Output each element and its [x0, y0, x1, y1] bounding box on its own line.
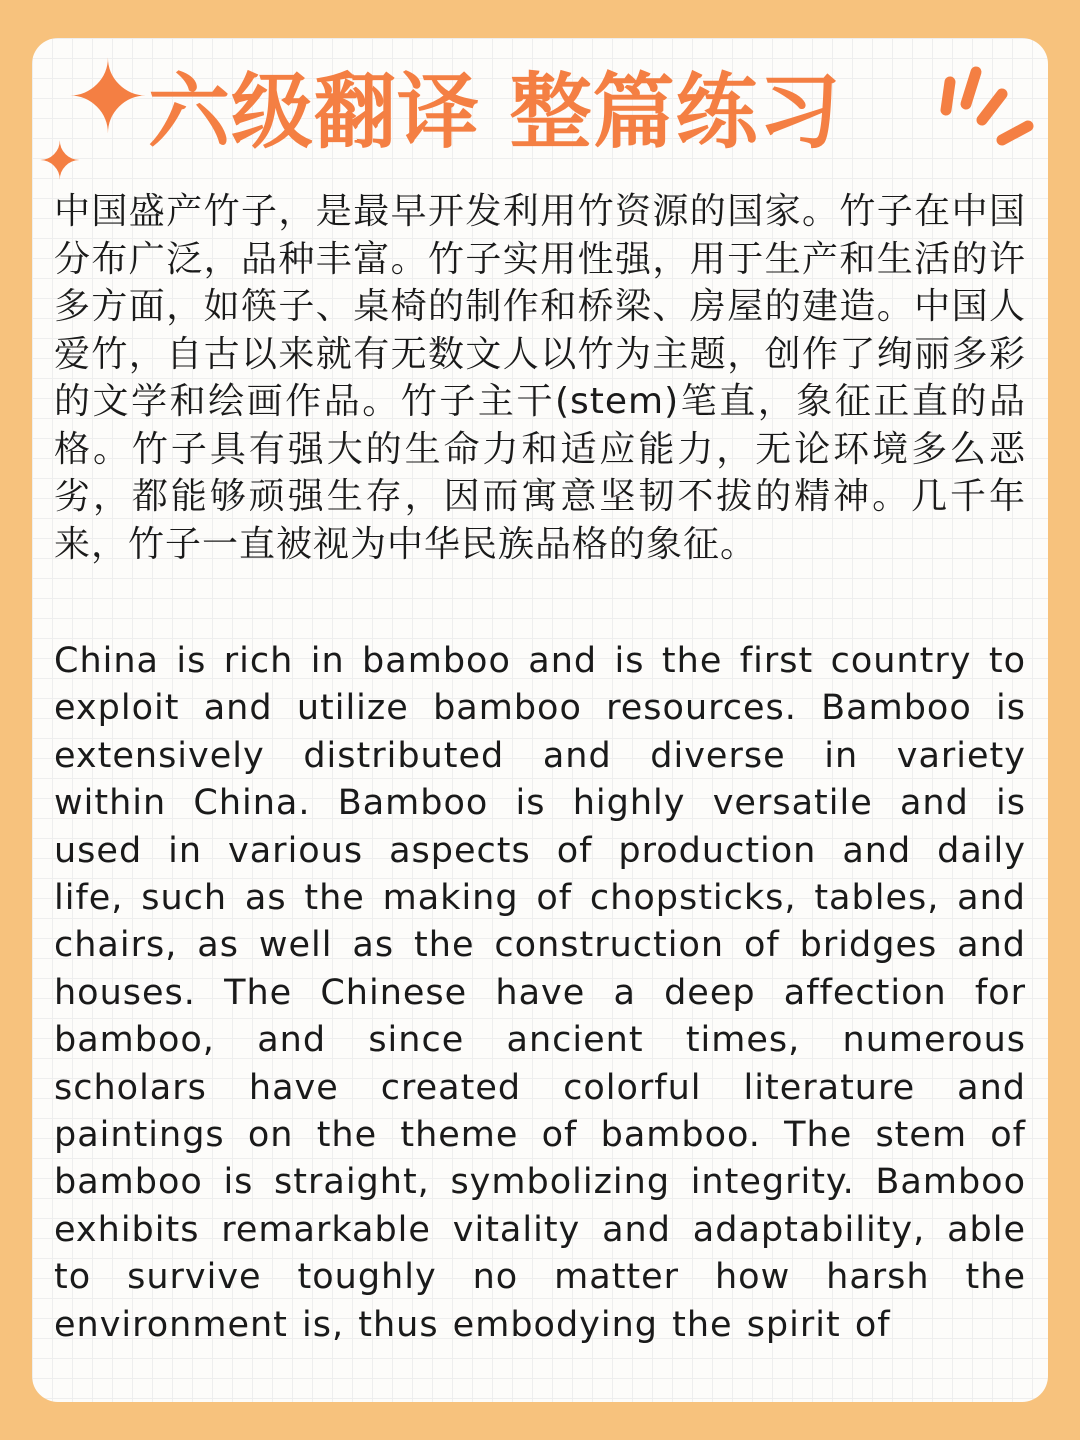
sparkle-icon: ✦: [66, 39, 150, 156]
sparkle-icon: ✦: [38, 132, 82, 192]
content-card: [32, 38, 1048, 1402]
burst-lines-icon: [932, 52, 1042, 162]
english-translation: China is rich in bamboo and is the first country to exploit and utilize bamboo resources. Bamboo is extensively distributed and diverse in variety within China. Bamboo is highly versatile and is used in various aspects of production and daily life, such as the making of chopsticks, tables, and chairs, as well as the construction of bridges and houses. The Chinese have a deep affection for bamboo, and since ancient times, numerous scholars have created colorful literature and paintings on the theme of bamboo. The stem of bamboo is straight, symbolizing integrity. Bamboo exhibits remarkable vitality and adaptability, able to survive toughly no matter how harsh the environment is, thus embodying the spirit of: [54, 641, 1026, 1345]
chinese-passage: 中国盛产竹子，是最早开发利用竹资源的国家。竹子在中国分布广泛，品种丰富。竹子实用性强，用于生产和生活的许多方面，如筷子、桌椅的制作和桥梁、房屋的建造。中国人爱竹，自古以来就有无数文人以竹为主题，创作了绚丽多彩的文学和绘画作品。竹子主干(stem)笔直，象征正直的品格。竹子具有强大的生命力和适应能力，无论环境多么恶劣，都能够顽强生存，因而寓意坚韧不拔的精神。几千年来，竹子一直被视为中华民族品格的象征。: [54, 191, 1026, 565]
page-title: 六级翻译 整篇练习: [148, 65, 842, 160]
